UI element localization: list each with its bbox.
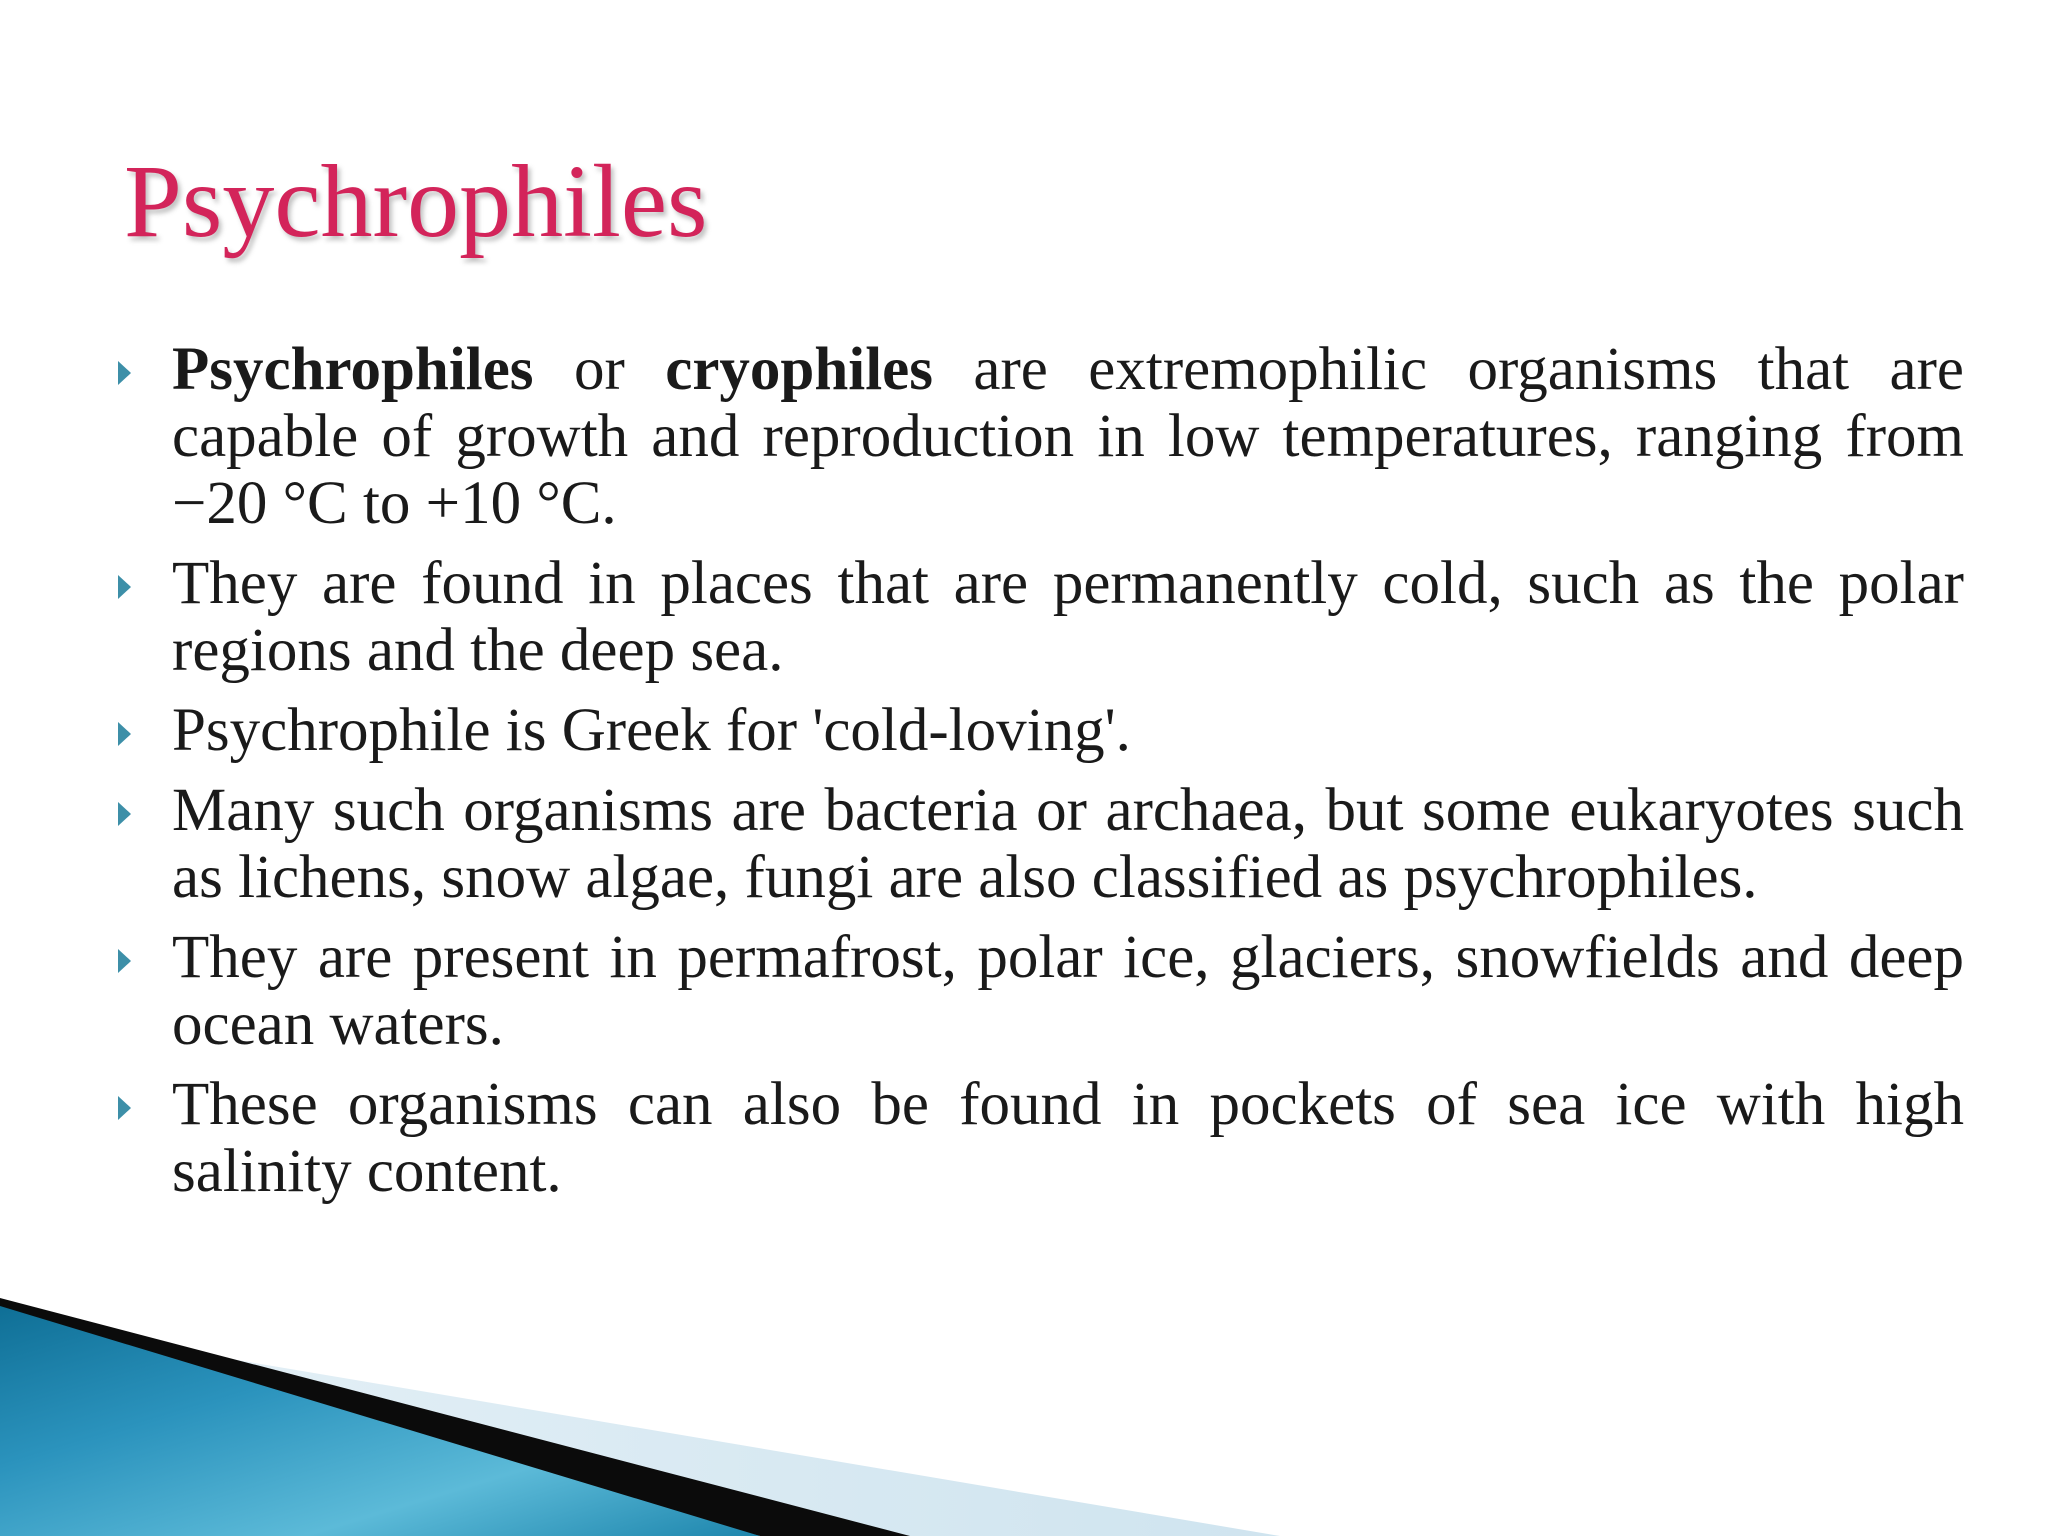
triangle-right-icon	[118, 949, 131, 973]
corner-decoration	[0, 1290, 2048, 1536]
bullet-text: are extremophilic organisms that are capable of growth and reproduction in low temperatures, ranging from −20 °C to +10 °C.	[172, 336, 1964, 537]
bullet-item	[108, 550, 1964, 684]
bullet-item	[108, 777, 1964, 911]
triangle-right-icon	[118, 802, 131, 826]
decor-blue-band	[0, 1306, 760, 1536]
slide-title: Psychrophiles	[124, 144, 708, 259]
bullet-term: Psychrophiles	[172, 336, 534, 403]
triangle-right-icon	[118, 722, 131, 746]
bullet-text: They are found in places that are permanently cold, such as the polar regions and the deep sea.	[172, 550, 1964, 684]
bullet-item	[108, 1071, 1964, 1205]
bullet-text: These organisms can also be found in pockets of sea ice with high salinity content.	[172, 1071, 1964, 1205]
bullet-text: Psychrophile is Greek for 'cold-loving'.	[172, 697, 1131, 764]
bullet-term: cryophiles	[665, 336, 933, 403]
bullet-text: Many such organisms are bacteria or archaea, but some eukaryotes such as lichens, snow algae, fungi are also classified as psychrophiles.	[172, 777, 1964, 911]
bullet-item	[108, 336, 1964, 537]
triangle-right-icon	[118, 1096, 131, 1120]
bullet-list	[108, 336, 1964, 1218]
bullet-connector: or	[533, 336, 666, 403]
triangle-right-icon	[118, 575, 131, 599]
bullet-item	[108, 697, 1964, 764]
bullet-item	[108, 924, 1964, 1058]
triangle-right-icon	[118, 361, 131, 385]
bullet-text: They are present in permafrost, polar ice, glaciers, snowfields and deep ocean waters.	[172, 924, 1964, 1058]
